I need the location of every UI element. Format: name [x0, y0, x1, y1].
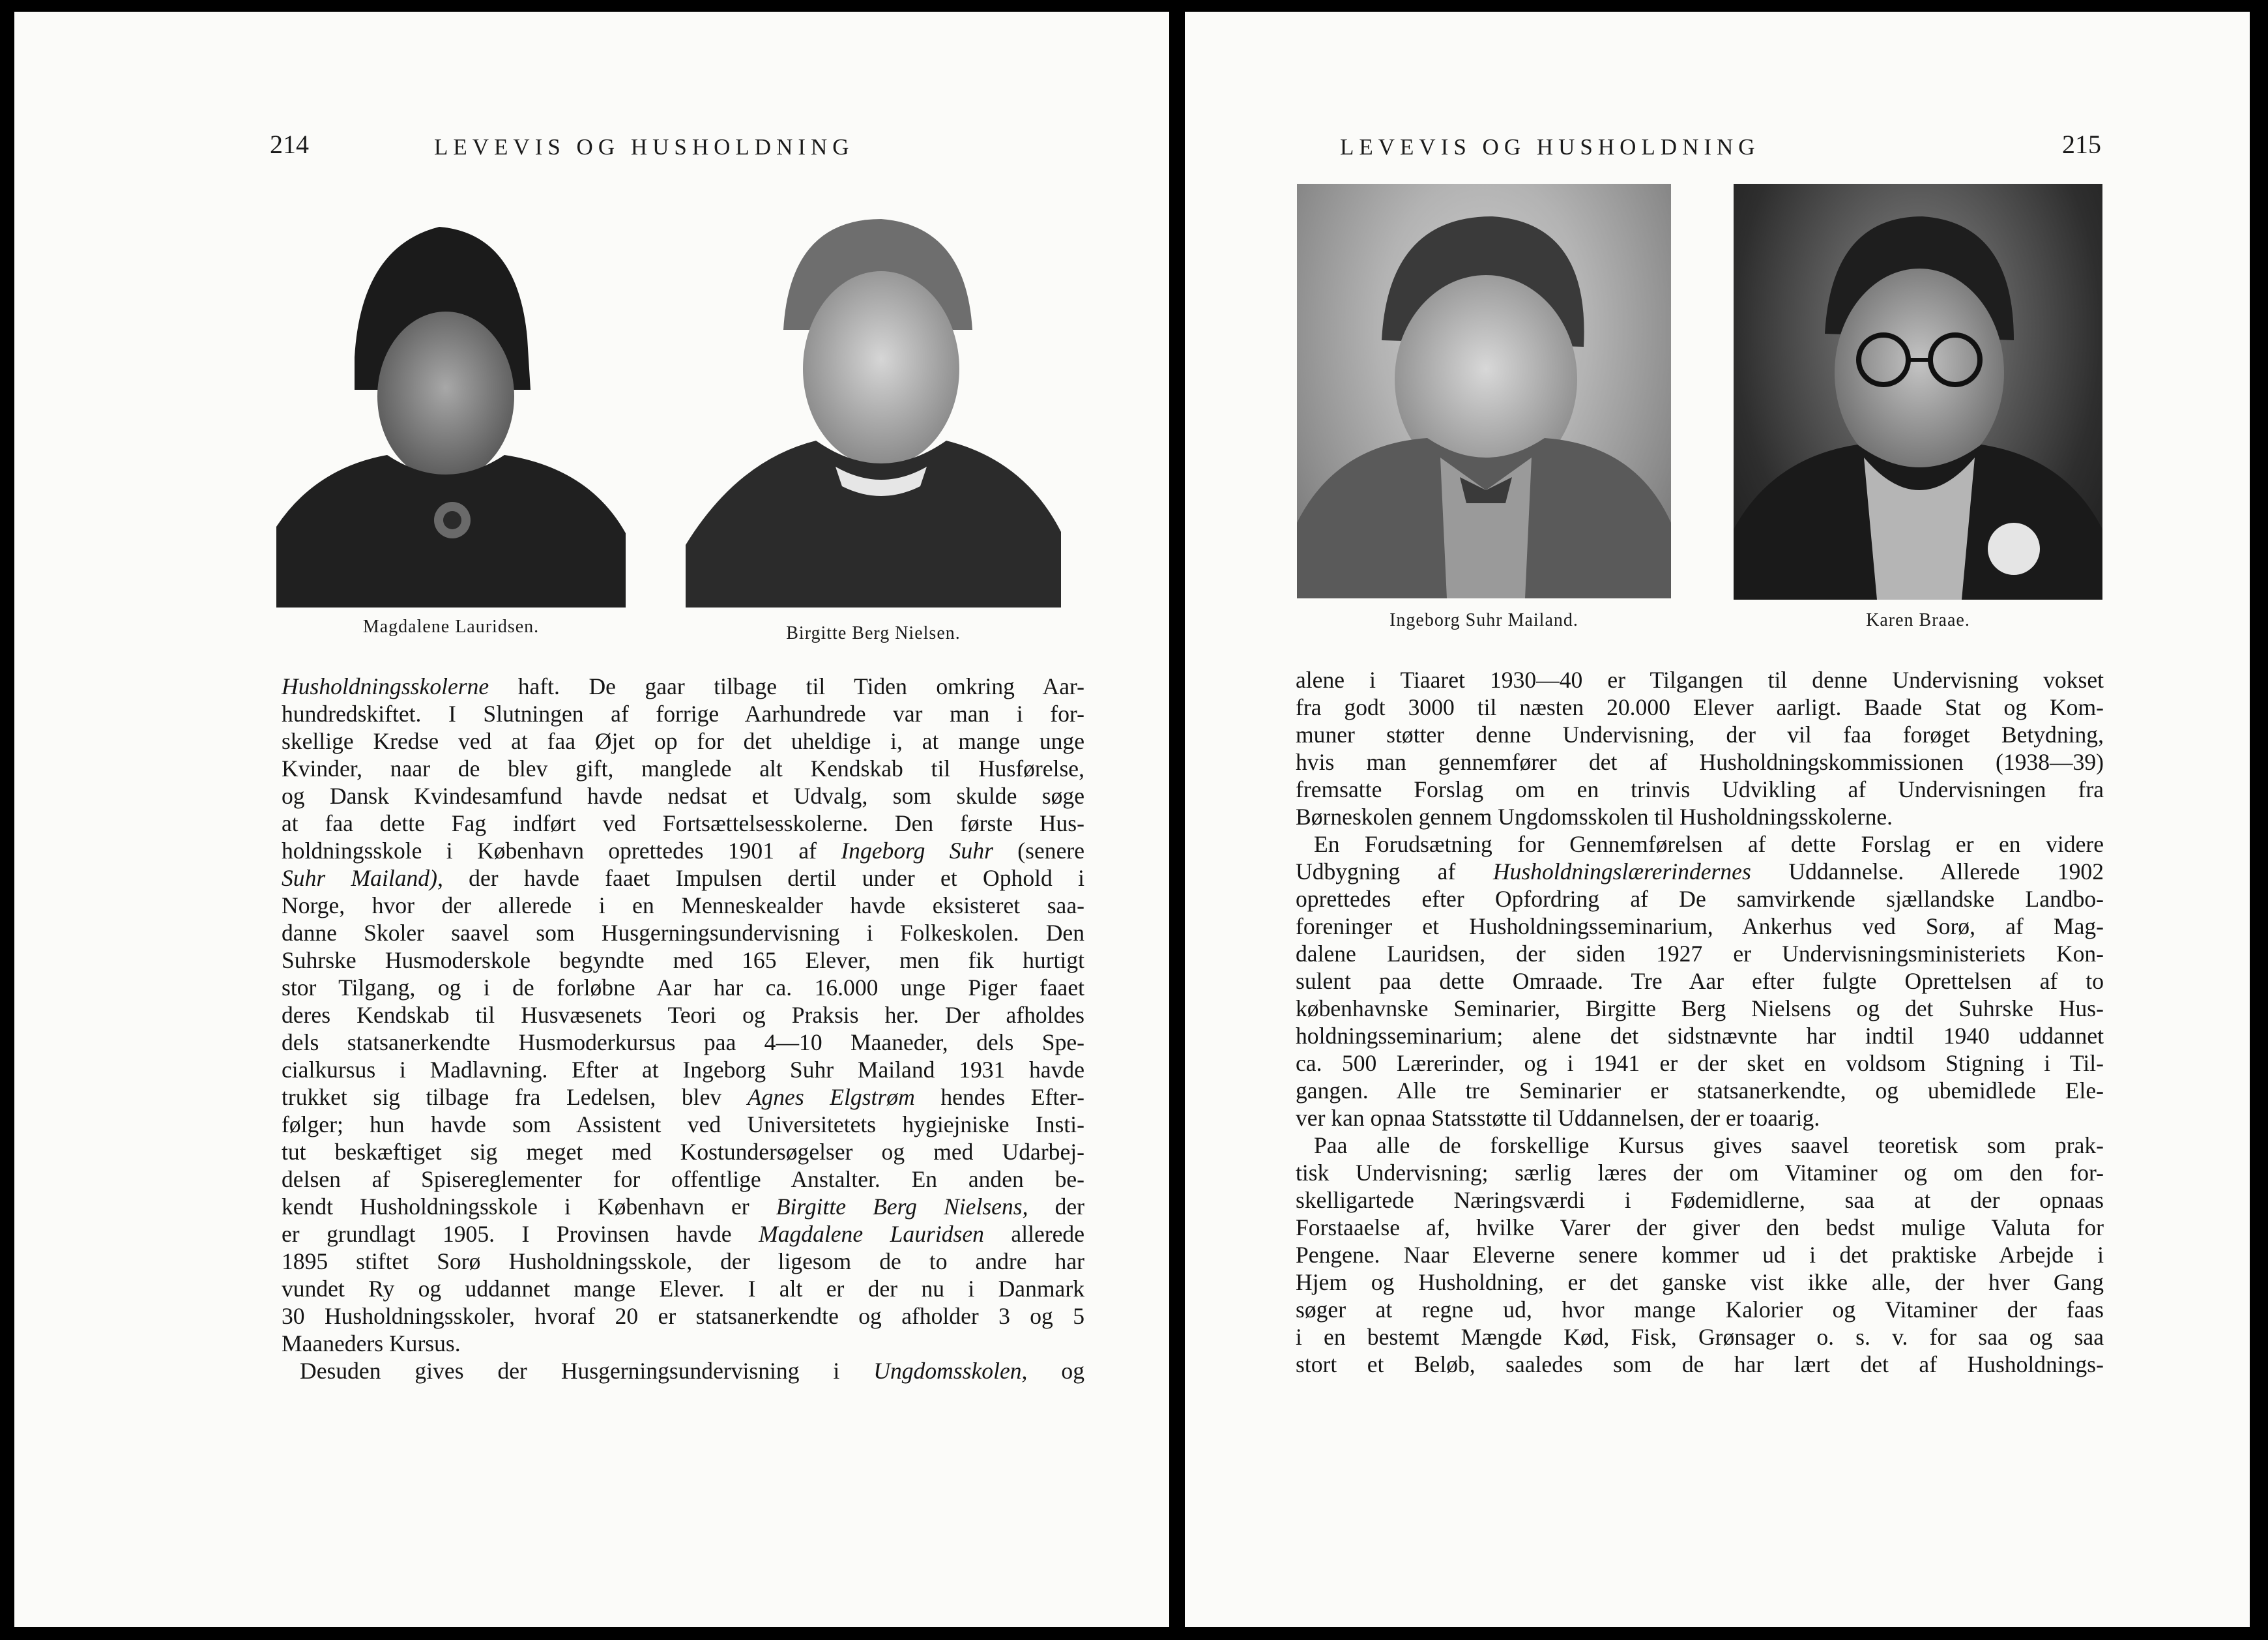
text-line — [1296, 913, 2104, 940]
text-run: skellige Kredse ved at faa Øjet op for det uheldige i, at mange unge — [282, 728, 1084, 754]
text-run: foreninger et Husholdningsseminarium, Ankerhus ved Sorø, af Mag- — [1296, 913, 2104, 939]
text-line — [282, 892, 1084, 919]
text-run: Pengene. Naar Eleverne senere kommer ud i det praktiske Arbejde i — [1296, 1242, 2104, 1268]
text-line — [282, 1357, 1084, 1384]
text-line — [282, 1248, 1084, 1275]
text-line — [282, 1220, 1084, 1248]
text-line — [1296, 1241, 2104, 1268]
text-run: Uddannelse. Allerede 1902 — [1751, 858, 2104, 885]
text-run: Børneskolen gennem Ungdomsskolen til Husholdningsskolerne. — [1296, 804, 1893, 830]
italic-run: Suhr Mailand), — [282, 865, 443, 891]
text-run: Forstaaelse af, hvilke Varer der giver den bedst mulige Valuta for — [1296, 1214, 2104, 1240]
text-run: Paa alle de forskellige Kursus gives saavel teoretisk som prak- — [1314, 1132, 2104, 1158]
text-line — [282, 1138, 1084, 1165]
text-run: En Forudsætning for Gennemførelsen af dette Forslag er en videre — [1314, 831, 2104, 857]
text-run: gangen. Alle tre Seminarier er statsanerkendte, og ubemidlede Ele- — [1296, 1077, 2104, 1104]
text-line — [282, 673, 1084, 700]
text-line — [282, 1275, 1084, 1302]
running-head: LEVEVIS OG HUSHOLDNING — [1340, 134, 1760, 160]
text-line — [1296, 803, 2104, 830]
italic-run: Agnes Elgstrøm — [747, 1084, 915, 1110]
text-run: kendt Husholdningsskole i København er — [282, 1193, 776, 1220]
right-page — [1185, 12, 2250, 1627]
text-run: 1895 stiftet Sorø Husholdningsskole, der ligesom de to andre har — [282, 1248, 1084, 1274]
text-line — [1296, 776, 2104, 803]
caption-ingeborg-suhr-mailand: Ingeborg Suhr Mailand. — [1389, 610, 1578, 630]
text-run: fremsatte Forslag om en trinvis Udvikling af Undervisningen fra — [1296, 776, 2104, 802]
text-line — [1296, 830, 2104, 858]
text-line — [282, 974, 1084, 1001]
text-line — [282, 810, 1084, 837]
text-line — [282, 837, 1084, 864]
text-line — [1296, 1268, 2104, 1296]
text-line — [1296, 885, 2104, 913]
text-line — [282, 782, 1084, 810]
text-run: deres Kendskab til Husvæsenets Teori og Praksis her. Der afholdes — [282, 1002, 1084, 1028]
text-run: og — [1027, 1358, 1084, 1384]
italic-run: Birgitte Berg Nielsens, — [776, 1193, 1028, 1220]
text-line — [1296, 1159, 2104, 1186]
text-line — [1296, 1351, 2104, 1378]
body-text-left — [282, 673, 1084, 1384]
text-run: tut beskæftiget sig meget med Kostundersøgelser og med Udarbej- — [282, 1139, 1084, 1165]
running-head: LEVEVIS OG HUSHOLDNING — [434, 134, 854, 160]
text-line — [1296, 1049, 2104, 1077]
text-line — [1296, 1186, 2104, 1214]
text-run: Norge, hvor der allerede i en Menneskealder havde eksisteret saa- — [282, 892, 1084, 918]
text-line — [1296, 1296, 2104, 1323]
text-run: hendes Efter- — [914, 1084, 1084, 1110]
page-number: 214 — [270, 130, 309, 159]
text-run: holdningsskole i København oprettedes 1901 af — [282, 838, 841, 864]
text-line — [282, 864, 1084, 892]
text-run: vundet Ry og uddannet mange Elever. I alt er der nu i Danmark — [282, 1276, 1084, 1302]
text-line — [1296, 1104, 2104, 1132]
text-line — [282, 1029, 1084, 1056]
text-run: og Dansk Kvindesamfund havde nedsat et Udvalg, som skulde søge — [282, 783, 1084, 809]
text-run: Hjem og Husholdning, er det ganske vist ikke alle, der hver Gang — [1296, 1269, 2104, 1295]
text-run: dels statsanerkendte Husmoderkursus paa 4—10 Maaneder, dels Spe- — [282, 1029, 1084, 1055]
text-run: stor Tilgang, og i de forløbne Aar har ca. 16.000 unge Piger faaet — [282, 974, 1084, 1001]
text-run: dalene Lauridsen, der siden 1927 er Undervisningsministeriets Kon- — [1296, 941, 2104, 967]
text-run: holdningsseminarium; alene det sidstnævnte har indtil 1940 uddannet — [1296, 1023, 2104, 1049]
text-line — [1296, 1077, 2104, 1104]
italic-run: Ingeborg Suhr — [841, 838, 993, 864]
text-line — [1296, 1323, 2104, 1351]
text-run: københavnske Seminarier, Birgitte Berg Nielsens og det Suhrske Hus- — [1296, 995, 2104, 1021]
text-run: Maaneders Kursus. — [282, 1330, 461, 1356]
text-run: danne Skoler saavel som Husgerningsundervisning i Folkeskolen. Den — [282, 920, 1084, 946]
caption-karen-braae: Karen Braae. — [1866, 610, 1970, 630]
portrait-karen-braae — [1734, 184, 2102, 600]
text-line — [282, 1302, 1084, 1330]
text-line — [1296, 967, 2104, 995]
portrait-birgitte-berg-nielsen — [686, 180, 1061, 608]
text-run: haft. De gaar tilbage til Tiden omkring Aar- — [489, 673, 1084, 699]
text-line — [282, 919, 1084, 946]
text-run: ver kan opnaa Statsstøtte til Uddannelsen, der er toaarig. — [1296, 1105, 1820, 1131]
text-run: cialkursus i Madlavning. Efter at Ingeborg Suhr Mailand 1931 havde — [282, 1057, 1084, 1083]
text-run: fra godt 3000 til næsten 20.000 Elever aarligt. Baade Stat og Kom- — [1296, 694, 2104, 720]
text-run: delsen af Spisereglementer for offentlige Anstalter. En anden be- — [282, 1166, 1084, 1192]
italic-run: Ungdomsskolen, — [873, 1358, 1028, 1384]
text-line — [282, 1056, 1084, 1083]
italic-run: Magdalene Lauridsen — [759, 1221, 984, 1247]
text-run: Desuden gives der Husgerningsundervisning i — [300, 1358, 874, 1384]
caption-birgitte-berg-nielsen: Birgitte Berg Nielsen. — [786, 623, 961, 643]
text-line — [1296, 748, 2104, 776]
text-line — [282, 755, 1084, 782]
left-page — [14, 12, 1169, 1627]
body-text-right — [1296, 666, 2104, 1378]
text-line — [282, 700, 1084, 727]
text-line — [1296, 940, 2104, 967]
text-run: trukket sig tilbage fra Ledelsen, blev — [282, 1084, 748, 1110]
text-run: Suhrske Husmoderskole begyndte med 165 Elever, men fik hurtigt — [282, 947, 1084, 973]
text-line — [282, 727, 1084, 755]
text-run: muner støtter denne Undervisning, der vil faa forøget Betydning, — [1296, 722, 2104, 748]
text-run: i en bestemt Mængde Kød, Fisk, Grønsager o. s. v. for saa og saa — [1296, 1324, 2104, 1350]
text-line — [1296, 1022, 2104, 1049]
text-run: følger; hun havde som Assistent ved Universitetets hygiejniske Insti- — [282, 1111, 1084, 1137]
italic-run: Husholdningsskolerne — [282, 673, 489, 699]
text-run: allerede — [983, 1221, 1084, 1247]
text-line — [1296, 1132, 2104, 1159]
text-run: der havde faaet Impulsen dertil under et Ophold i — [443, 865, 1084, 891]
text-run: Udbygning af — [1296, 858, 1493, 885]
text-run: Kvinder, naar de blev gift, manglede alt Kendskab til Husførelse, — [282, 755, 1084, 782]
portrait-magdalene-lauridsen — [276, 220, 626, 608]
text-run: er grundlagt 1905. I Provinsen havde — [282, 1221, 759, 1247]
text-run: at faa dette Fag indført ved Fortsættelsesskolerne. Den første Hus- — [282, 810, 1084, 836]
text-run: der — [1028, 1193, 1084, 1220]
italic-run: Husholdningslærerindernes — [1492, 858, 1751, 885]
text-run: ca. 500 Lærerinder, og i 1941 er der sket en voldsom Stigning i Til- — [1296, 1050, 2104, 1076]
caption-magdalene-lauridsen: Magdalene Lauridsen. — [362, 617, 540, 637]
text-line — [282, 1083, 1084, 1111]
text-line — [282, 1330, 1084, 1357]
text-line — [282, 1165, 1084, 1193]
text-run: 30 Husholdningsskoler, hvoraf 20 er statsanerkendte og afholder 3 og 5 — [282, 1303, 1084, 1329]
page-number: 215 — [2062, 130, 2101, 159]
portrait-ingeborg-suhr-mailand — [1297, 184, 1671, 598]
text-line — [1296, 694, 2104, 721]
text-line — [1296, 858, 2104, 885]
text-line — [1296, 666, 2104, 694]
text-run: stort et Beløb, saaledes som de har lært det af Husholdnings- — [1296, 1351, 2104, 1377]
text-line — [1296, 721, 2104, 748]
text-run: tisk Undervisning; særlig læres der om Vitaminer og om den for- — [1296, 1160, 2104, 1186]
text-run: søger at regne ud, hvor mange Kalorier og Vitaminer der faas — [1296, 1296, 2104, 1323]
text-line — [1296, 995, 2104, 1022]
text-run: oprettedes efter Opfordring af De samvirkende sjællandske Landbo- — [1296, 886, 2104, 912]
text-run: alene i Tiaaret 1930—40 er Tilgangen til denne Undervisning vokset — [1296, 667, 2104, 693]
text-line — [282, 1193, 1084, 1220]
text-line — [282, 1001, 1084, 1029]
text-line — [282, 1111, 1084, 1138]
text-run: skelligartede Næringsværdi i Fødemidlerne, saa at der opnaas — [1296, 1187, 2104, 1213]
text-run: sulent paa dette Omraade. Tre Aar efter fulgte Oprettelsen af to — [1296, 968, 2104, 994]
text-run: hvis man gennemfører det af Husholdningskommissionen (1938—39) — [1296, 749, 2104, 775]
text-line — [282, 946, 1084, 974]
text-line — [1296, 1214, 2104, 1241]
text-run: (senere — [993, 838, 1084, 864]
text-run: hundredskiftet. I Slutningen af forrige Aarhundrede var man i for- — [282, 701, 1084, 727]
